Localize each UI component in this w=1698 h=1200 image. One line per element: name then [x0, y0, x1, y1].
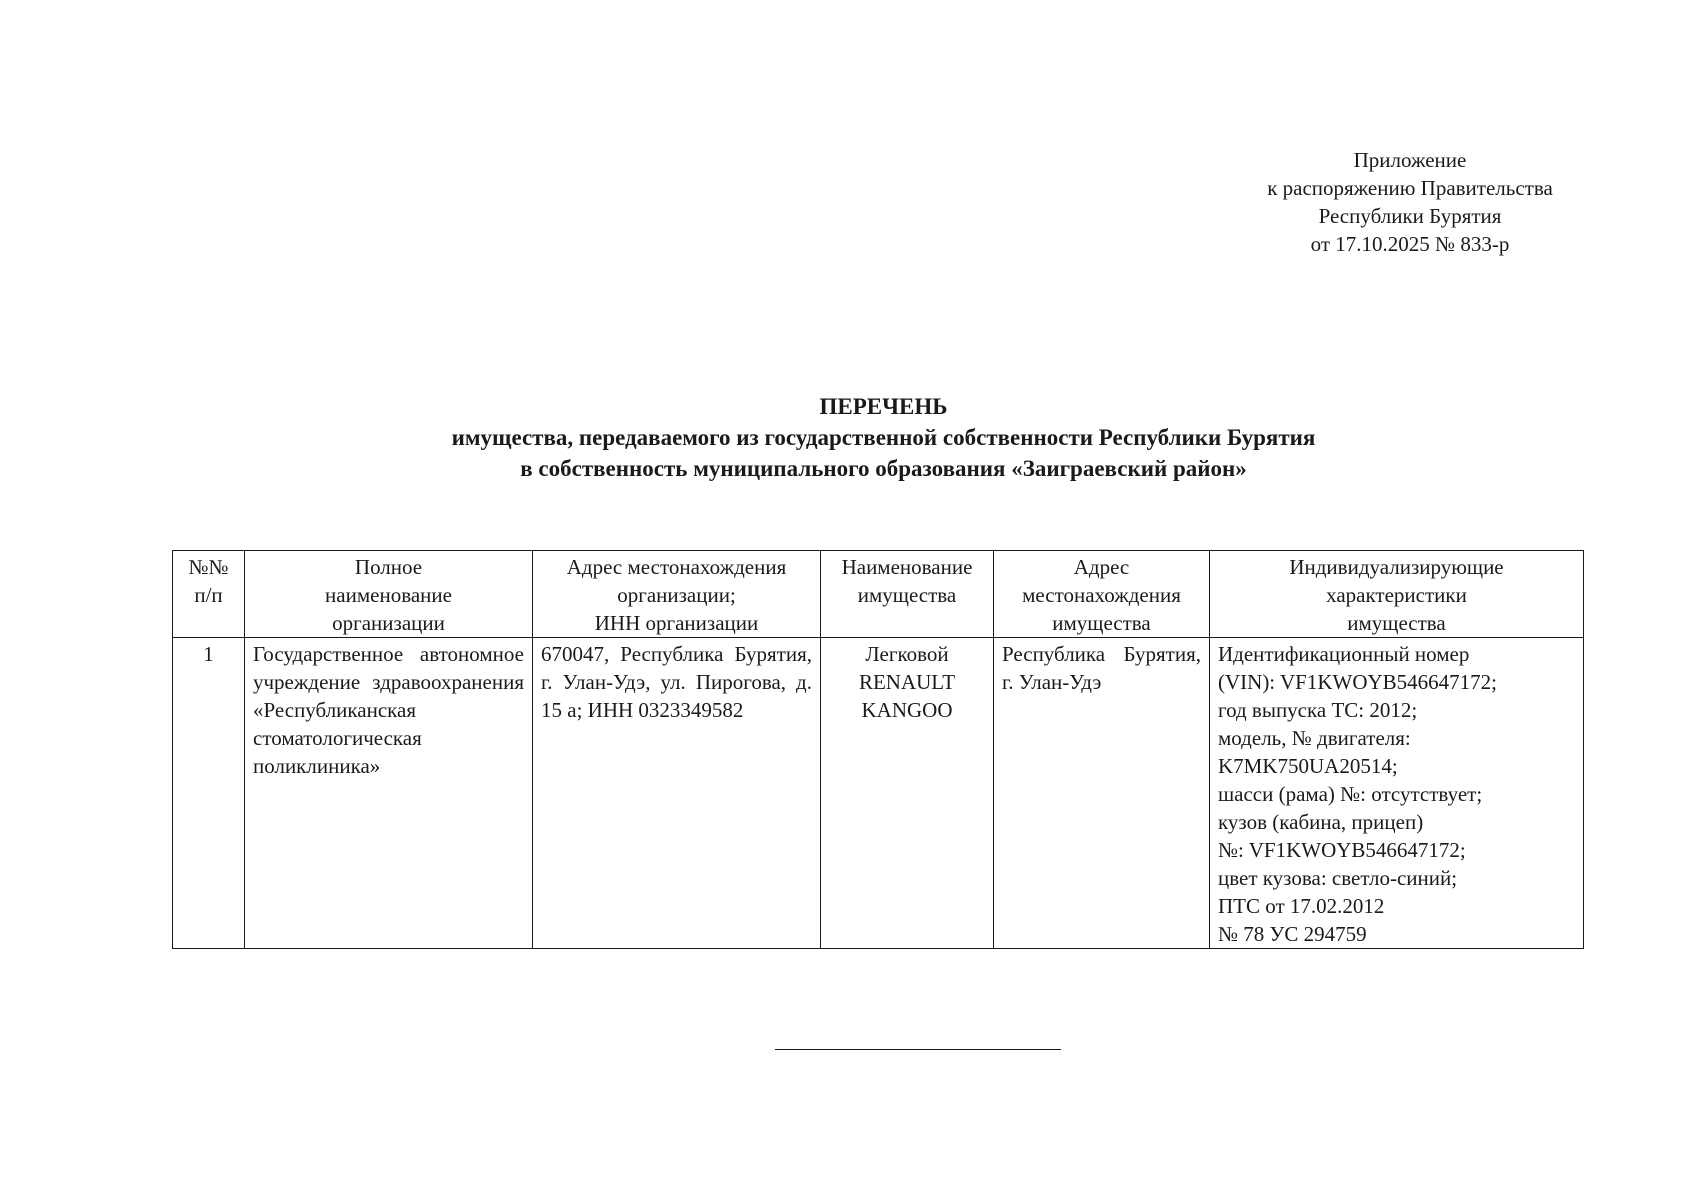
table-row: [173, 638, 1584, 949]
header-characteristics: Индивидуализирующие характеристики имущества: [1210, 551, 1584, 638]
closing-rule: [775, 1049, 1061, 1050]
header-property-address: Адрес местонахождения имущества: [994, 551, 1210, 638]
cell-characteristics: Идентификационный номер (VIN): VF1KWOYB546647172; год выпуска ТС: 2012; модель, № двигателя: K7MK750UA20514; шасси (рама) №: отсутствует; кузов (кабина, прицеп) №: VF1KWOYB546647172; цвет кузова: светло-синий; ПТС от 17.02.2012 № 78 УС 294759: [1210, 638, 1584, 949]
table-header-row: [173, 551, 1584, 638]
property-table: [172, 550, 1584, 949]
title-heading: ПЕРЕЧЕНЬ: [819, 394, 948, 419]
appendix-line: к распоряжению Правительства: [1267, 176, 1553, 200]
cell-property-name: Легковой RENAULT KANGOO: [821, 638, 994, 949]
header-org-name: Полное наименование организации: [245, 551, 533, 638]
cell-num: 1: [173, 638, 245, 949]
header-property-name: Наименование имущества: [821, 551, 994, 638]
title-subheading: имущества, передаваемого из государственной собственности Республики Бурятия: [451, 425, 1316, 450]
document-title: [0, 391, 1698, 484]
cell-org-address: 670047, Республика Бурятия, г. Улан-Удэ, ул. Пирогова, д. 15 а; ИНН 0323349582: [533, 638, 821, 949]
title-subheading: в собственность муниципального образования «Заиграевский район»: [520, 456, 1247, 481]
header-org-address: Адрес местонахождения организации; ИНН организации: [533, 551, 821, 638]
appendix-line: Приложение: [1353, 148, 1467, 172]
header-num: №№ п/п: [173, 551, 245, 638]
appendix-block: [1240, 146, 1580, 258]
appendix-line: от 17.10.2025 № 833-р: [1310, 232, 1510, 256]
appendix-line: Республики Бурятия: [1318, 204, 1502, 228]
cell-org-name: Государственное автономное учреждение здравоохранения «Республиканская стоматологическая поликлиника»: [245, 638, 533, 949]
cell-property-address: Республика Бурятия, г. Улан-Удэ: [994, 638, 1210, 949]
